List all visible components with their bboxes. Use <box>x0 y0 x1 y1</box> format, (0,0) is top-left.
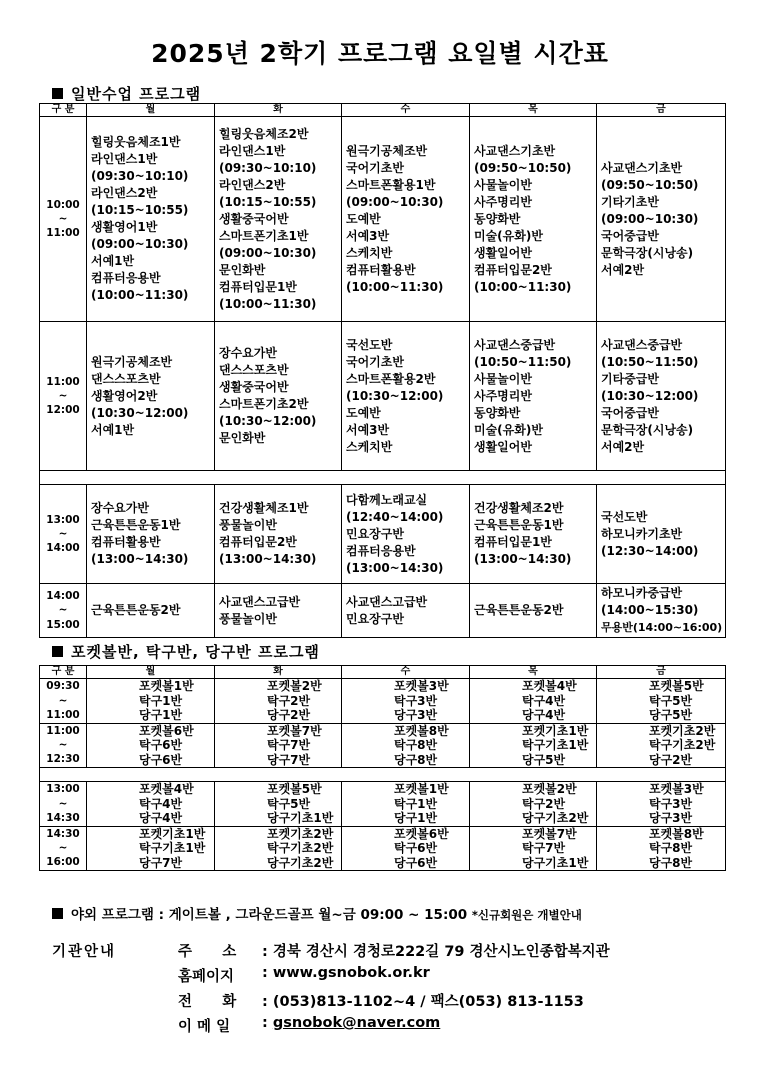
class-item: 포켓볼1반 <box>394 782 449 796</box>
section-general-heading <box>52 83 201 104</box>
class-item: 풍물놀이반 <box>219 611 277 626</box>
class-item: 컴퓨터입문1반 <box>474 535 552 549</box>
class-item: 당구3반 <box>649 811 693 825</box>
schedule-cell <box>87 322 215 471</box>
class-item: 기타중급반 <box>601 371 659 386</box>
class-item: 라인댄스2반 <box>91 186 158 200</box>
class-item: 하모니카중급반 <box>601 586 683 600</box>
time-label: ~ <box>58 797 68 810</box>
class-item: 탁구2반 <box>267 693 311 708</box>
table-row <box>40 117 726 322</box>
class-item: 생활영어2반 <box>91 388 158 403</box>
class-item: 기타기초반 <box>601 194 659 209</box>
class-item: 동양화반 <box>474 211 521 226</box>
class-item: 스마트폰활용1반 <box>346 177 436 192</box>
info-value-address: : 경북 경산시 경청로222길 79 경산시노인종합복지관 <box>262 944 610 960</box>
schedule-cell <box>342 117 470 322</box>
class-item: (09:00~10:30) <box>91 237 189 251</box>
class-item: 국선도반 <box>601 509 648 524</box>
class-item: 동양화반 <box>474 405 521 420</box>
class-item: 포켓볼8반 <box>394 723 449 738</box>
schedule-cell <box>597 679 726 724</box>
header-day-3: 수 <box>342 104 470 117</box>
time-label: 13:00 <box>46 513 80 526</box>
info-value-phone: : (053)813-1102~4 / 팩스(053) 813-1153 <box>262 994 584 1010</box>
class-item: 탁구1반 <box>394 796 438 811</box>
schedule-cell <box>597 117 726 322</box>
time-label: 12:00 <box>46 404 80 417</box>
class-item: 포켓볼4반 <box>522 679 577 693</box>
schedule-cell <box>87 782 215 827</box>
schedule-cell <box>342 485 470 584</box>
class-item: (10:30~12:00) <box>346 388 444 403</box>
class-item: 포켓볼1반 <box>139 679 194 693</box>
class-item: 장수요가반 <box>91 501 149 515</box>
class-item: 포켓볼4반 <box>139 782 194 796</box>
class-item: 당구2반 <box>267 708 311 722</box>
class-item: 생활영어1반 <box>91 220 158 234</box>
schedule-cell <box>470 826 597 871</box>
class-item: 사교댄스기초반 <box>474 143 556 158</box>
time-label: 14:00 <box>46 590 80 603</box>
class-item: 생활일어반 <box>474 439 532 454</box>
class-item: 풍물놀이반 <box>219 518 277 532</box>
time-label: ~ <box>58 694 68 707</box>
class-item: 민요장구반 <box>346 526 404 541</box>
class-item: 무용반(14:00~16:00) <box>601 621 723 634</box>
class-item: (10:15~10:55) <box>219 194 317 209</box>
class-item: 탁구6반 <box>394 841 438 855</box>
class-item: 당구기초2반 <box>522 811 589 825</box>
time-label: 13:00 <box>46 783 80 796</box>
schedule-cell <box>342 322 470 471</box>
header-day-1: 월 <box>87 104 215 117</box>
class-item: 당구기초1반 <box>267 811 334 825</box>
class-item: 컴퓨터응용반 <box>91 271 161 285</box>
class-item: (10:50~11:50) <box>474 354 572 369</box>
class-item: 힐링웃음체조2반 <box>219 126 309 141</box>
section-general-title: 일반수업 프로그램 <box>71 85 202 103</box>
lunch-gap-row <box>40 471 726 485</box>
class-item: 원극기공체조반 <box>91 354 173 369</box>
class-item: 컴퓨터활용반 <box>91 535 161 549</box>
class-item: 국선도반 <box>346 337 393 352</box>
time-label: 09:30 <box>46 680 80 693</box>
class-item: 국어중급반 <box>601 405 659 420</box>
class-item: 컴퓨터활용반 <box>346 262 416 277</box>
class-item: 건강생활체조1반 <box>219 501 309 515</box>
square-bullet-icon <box>52 646 63 657</box>
class-item: 건강생활체조2반 <box>474 501 564 515</box>
class-item: (10:00~11:30) <box>91 288 189 302</box>
class-item: (10:00~11:30) <box>474 279 572 294</box>
class-item: 당구1반 <box>394 811 438 825</box>
class-item: 포켓볼7반 <box>522 826 577 841</box>
header-category: 구 분 <box>40 104 87 117</box>
class-item: (12:30~14:00) <box>601 543 699 558</box>
lunch-gap-cell <box>40 768 726 782</box>
new-member-note: *신규회원은 개별안내 <box>471 908 582 922</box>
section-billiards-title: 포켓볼반, 탁구반, 당구반 프로그램 <box>71 643 320 661</box>
time-slot <box>40 679 87 724</box>
class-item: 당구8반 <box>649 855 693 870</box>
class-item: 포켓볼3반 <box>649 782 704 796</box>
class-item: 근육튼튼운동2반 <box>91 603 181 617</box>
class-item: (09:30~10:10) <box>219 160 317 175</box>
class-item: 탁구5반 <box>267 796 311 811</box>
class-item: (10:00~11:30) <box>219 296 317 311</box>
schedule-cell <box>597 322 726 471</box>
time-label: 16:00 <box>46 856 80 869</box>
class-item: 서예2반 <box>601 262 645 277</box>
time-slot <box>40 117 87 322</box>
class-item: 포켓기초2반 <box>649 723 716 738</box>
class-item: 사주명리반 <box>474 388 532 403</box>
header-day-4: 목 <box>470 104 597 117</box>
class-item: 당구4반 <box>522 708 566 722</box>
schedule-cell <box>342 584 470 638</box>
class-item: 탁구1반 <box>139 693 183 708</box>
class-item: (10:30~12:00) <box>219 414 317 428</box>
email-colon: : <box>262 1015 273 1031</box>
class-item: 탁구기초2반 <box>267 841 334 855</box>
class-item: 원극기공체조반 <box>346 143 428 158</box>
section-billiards-heading <box>52 641 320 662</box>
class-item: 컴퓨터입문1반 <box>219 279 297 294</box>
schedule-cell <box>470 117 597 322</box>
schedule-cell <box>470 584 597 638</box>
class-item: 근육튼튼운동1반 <box>91 518 181 532</box>
schedule-cell <box>215 679 342 724</box>
class-item: 민요장구반 <box>346 611 404 626</box>
time-label: 10:00 <box>46 198 80 211</box>
class-item: (13:00~14:30) <box>91 552 189 566</box>
class-item: (13:00~14:30) <box>474 552 572 566</box>
header-day-2: 화 <box>215 666 342 679</box>
class-item: 생활중국어반 <box>219 380 289 394</box>
schedule-cell <box>87 679 215 724</box>
schedule-cell <box>215 782 342 827</box>
class-item: 포켓기초2반 <box>267 826 334 841</box>
class-item: 근육튼튼운동2반 <box>474 603 564 617</box>
class-item: 서예3반 <box>346 422 390 437</box>
schedule-cell <box>215 584 342 638</box>
time-label: ~ <box>58 212 68 225</box>
class-item: 사교댄스고급반 <box>219 594 301 609</box>
class-item: 국어기초반 <box>346 160 404 175</box>
class-item: 라인댄스1반 <box>91 152 158 166</box>
class-item: 탁구기초2반 <box>649 738 716 752</box>
class-item: 라인댄스1반 <box>219 143 286 158</box>
class-item: 당구기초1반 <box>522 855 589 870</box>
square-bullet-icon <box>52 88 63 99</box>
time-label: ~ <box>58 739 68 752</box>
time-label: 15:00 <box>46 618 80 631</box>
class-item: (13:00~14:30) <box>219 552 317 566</box>
schedule-cell <box>470 723 597 768</box>
schedule-cell <box>87 485 215 584</box>
class-item: 문인화반 <box>219 431 266 445</box>
header-day-5: 금 <box>597 104 726 117</box>
class-item: 컴퓨터입문2반 <box>219 535 297 549</box>
email-link[interactable]: gsnobok@naver.com <box>272 1015 441 1031</box>
class-item: 댄스스포츠반 <box>91 371 161 386</box>
schedule-cell <box>597 782 726 827</box>
table-row <box>40 826 726 871</box>
time-label: 14:30 <box>46 811 80 824</box>
time-slot <box>40 723 87 768</box>
time-slot <box>40 584 87 638</box>
schedule-cell <box>215 117 342 322</box>
schedule-cell <box>342 826 470 871</box>
class-item: 서예1반 <box>91 422 135 437</box>
class-item: (09:50~10:50) <box>474 160 572 175</box>
header-day-4: 목 <box>470 666 597 679</box>
time-label: 11:00 <box>46 724 80 737</box>
header-day-2: 화 <box>215 104 342 117</box>
class-item: (09:00~10:30) <box>346 194 444 209</box>
class-item: 포켓기초1반 <box>139 826 206 841</box>
general-schedule-table <box>39 103 726 638</box>
class-item: 미술(유화)반 <box>474 422 543 437</box>
table-row <box>40 679 726 724</box>
class-item: 컴퓨터입문2반 <box>474 262 552 277</box>
class-item: 당구7반 <box>267 752 311 767</box>
schedule-cell <box>215 322 342 471</box>
class-item: 국어기초반 <box>346 354 404 369</box>
time-label: 11:00 <box>46 708 80 721</box>
class-item: (10:00~11:30) <box>346 279 444 294</box>
class-item: 댄스스포츠반 <box>219 363 289 377</box>
class-item: 당구6반 <box>394 855 438 870</box>
table-row <box>40 584 726 638</box>
class-item: 문학극장(시낭송) <box>601 422 694 437</box>
class-item: 탁구3반 <box>649 796 693 811</box>
class-item: 포켓볼5반 <box>267 782 322 796</box>
class-item: 힐링웃음체조1반 <box>91 135 181 149</box>
class-item: (10:50~11:50) <box>601 354 699 369</box>
info-value-email[interactable] <box>262 1015 440 1031</box>
class-item: 탁구3반 <box>394 693 438 708</box>
class-item: 탁구6반 <box>139 738 183 752</box>
class-item: 당구5반 <box>649 708 693 722</box>
class-item: 탁구기초1반 <box>522 738 589 752</box>
class-item: (09:00~10:30) <box>601 211 699 226</box>
table-row <box>40 485 726 584</box>
time-slot <box>40 322 87 471</box>
lunch-gap-row <box>40 768 726 782</box>
class-item: (14:00~15:30) <box>601 603 699 617</box>
schedule-cell <box>87 117 215 322</box>
info-lead-label: 기관안내 <box>52 944 117 960</box>
time-slot <box>40 826 87 871</box>
class-item: (09:50~10:50) <box>601 177 699 192</box>
header-day-1: 월 <box>87 666 215 679</box>
class-item: 도예반 <box>346 211 381 226</box>
class-item: 스케치반 <box>346 439 393 454</box>
class-item: 탁구7반 <box>522 841 566 855</box>
class-item: 포켓볼6반 <box>139 723 194 738</box>
class-item: 미술(유화)반 <box>474 228 543 243</box>
class-item: 포켓볼6반 <box>394 826 449 841</box>
class-item: (12:40~14:00) <box>346 509 444 524</box>
class-item: 스마트폰활용2반 <box>346 371 436 386</box>
class-item: 탁구5반 <box>649 693 693 708</box>
class-item: 당구6반 <box>139 752 183 767</box>
time-label: 11:00 <box>46 375 80 388</box>
time-label: 12:30 <box>46 753 80 766</box>
info-label-homepage: 홈페이지 <box>178 969 235 985</box>
time-slot <box>40 485 87 584</box>
schedule-cell <box>342 679 470 724</box>
class-item: 라인댄스2반 <box>219 177 286 192</box>
schedule-cell <box>87 826 215 871</box>
time-label: ~ <box>58 604 68 617</box>
class-item: 사교댄스중급반 <box>601 337 683 352</box>
page-title: 2025년 2학기 프로그램 요일별 시간표 <box>151 39 609 68</box>
class-item: 스케치반 <box>346 245 393 260</box>
class-item: 당구7반 <box>139 855 183 870</box>
class-item: 탁구8반 <box>649 841 693 855</box>
class-item: 당구3반 <box>394 708 438 722</box>
billiards-schedule-table <box>39 665 726 871</box>
schedule-cell <box>342 782 470 827</box>
header-category: 구 분 <box>40 666 87 679</box>
class-item: 포켓볼2반 <box>522 782 577 796</box>
time-label: 14:00 <box>46 542 80 555</box>
class-item: 서예1반 <box>91 254 135 268</box>
schedule-cell <box>215 723 342 768</box>
class-item: 포켓볼5반 <box>649 679 704 693</box>
class-item: 장수요가반 <box>219 346 277 360</box>
class-item: 탁구2반 <box>522 796 566 811</box>
class-item: 탁구8반 <box>394 738 438 752</box>
class-item: (10:30~12:00) <box>91 405 189 420</box>
schedule-cell <box>87 723 215 768</box>
table-header-row <box>40 666 726 679</box>
class-item: 당구8반 <box>394 752 438 767</box>
outdoor-program-text: 야외 프로그램 : 게이트볼 , 그라운드골프 월~금 09:00 ~ 15:00 <box>71 907 468 923</box>
schedule-cell <box>215 826 342 871</box>
time-slot <box>40 782 87 827</box>
table-row <box>40 723 726 768</box>
class-item: 사교댄스중급반 <box>474 337 556 352</box>
class-item: 탁구7반 <box>267 738 311 752</box>
class-item: 사교댄스기초반 <box>601 160 683 175</box>
class-item: (10:15~10:55) <box>91 203 189 217</box>
class-item: 탁구4반 <box>522 693 566 708</box>
table-row <box>40 322 726 471</box>
class-item: 국어중급반 <box>601 228 659 243</box>
schedule-cell <box>470 782 597 827</box>
class-item: 당구기초2반 <box>267 855 334 870</box>
class-item: 문인화반 <box>219 262 266 277</box>
class-item: 사물놀이반 <box>474 177 532 192</box>
table-row <box>40 782 726 827</box>
schedule-cell <box>87 584 215 638</box>
info-label-email: 이 메 일 <box>178 1019 231 1035</box>
schedule-cell <box>470 322 597 471</box>
class-item: 당구2반 <box>649 752 693 767</box>
class-item: (09:00~10:30) <box>219 245 317 260</box>
class-item: 서예2반 <box>601 439 645 454</box>
class-item: 근육튼튼운동1반 <box>474 518 564 532</box>
time-label: 11:00 <box>46 227 80 240</box>
outdoor-program-line <box>52 903 582 923</box>
class-item: 사물놀이반 <box>474 371 532 386</box>
class-item: 포켓볼2반 <box>267 679 322 693</box>
info-label-phone: 전 화 <box>178 994 237 1010</box>
schedule-cell <box>597 485 726 584</box>
class-item: 사교댄스고급반 <box>346 594 428 609</box>
info-value-homepage[interactable]: : www.gsnobok.or.kr <box>262 965 430 981</box>
schedule-cell <box>342 723 470 768</box>
schedule-cell <box>597 826 726 871</box>
class-item: (10:30~12:00) <box>601 388 699 403</box>
time-label: ~ <box>58 842 68 855</box>
class-item: 포켓볼7반 <box>267 723 322 738</box>
class-item: 포켓볼3반 <box>394 679 449 693</box>
time-label: ~ <box>58 389 68 402</box>
class-item: 하모니카기초반 <box>601 526 683 541</box>
class-item: 탁구4반 <box>139 796 183 811</box>
class-item: 다함께노래교실 <box>346 492 428 507</box>
class-item: 사주명리반 <box>474 194 532 209</box>
square-bullet-icon <box>52 908 63 919</box>
class-item: 도예반 <box>346 405 381 420</box>
class-item: 스마트폰기초2반 <box>219 397 309 411</box>
schedule-cell <box>215 485 342 584</box>
class-item: 생활일어반 <box>474 245 532 260</box>
schedule-cell <box>470 485 597 584</box>
schedule-cell <box>597 584 726 638</box>
class-item: 당구1반 <box>139 708 183 722</box>
class-item: 생활중국어반 <box>219 211 289 226</box>
schedule-cell <box>470 679 597 724</box>
class-item: 당구5반 <box>522 752 566 767</box>
lunch-gap-cell <box>40 471 726 485</box>
class-item: 탁구기초1반 <box>139 841 206 855</box>
class-item: 포켓기초1반 <box>522 723 589 738</box>
class-item: 컴퓨터응용반 <box>346 543 416 558</box>
time-label: 14:30 <box>46 827 80 840</box>
time-label: ~ <box>58 527 68 540</box>
class-item: (09:30~10:10) <box>91 169 189 183</box>
class-item: 문학극장(시낭송) <box>601 245 694 260</box>
class-item: 서예3반 <box>346 228 390 243</box>
class-item: 스마트폰기초1반 <box>219 228 309 243</box>
header-day-5: 금 <box>597 666 726 679</box>
class-item: 포켓볼8반 <box>649 826 704 841</box>
info-label-address: 주 소 <box>178 944 237 960</box>
table-header-row <box>40 104 726 117</box>
header-day-3: 수 <box>342 666 470 679</box>
schedule-cell <box>597 723 726 768</box>
class-item: (13:00~14:30) <box>346 560 444 575</box>
class-item: 당구4반 <box>139 811 183 825</box>
